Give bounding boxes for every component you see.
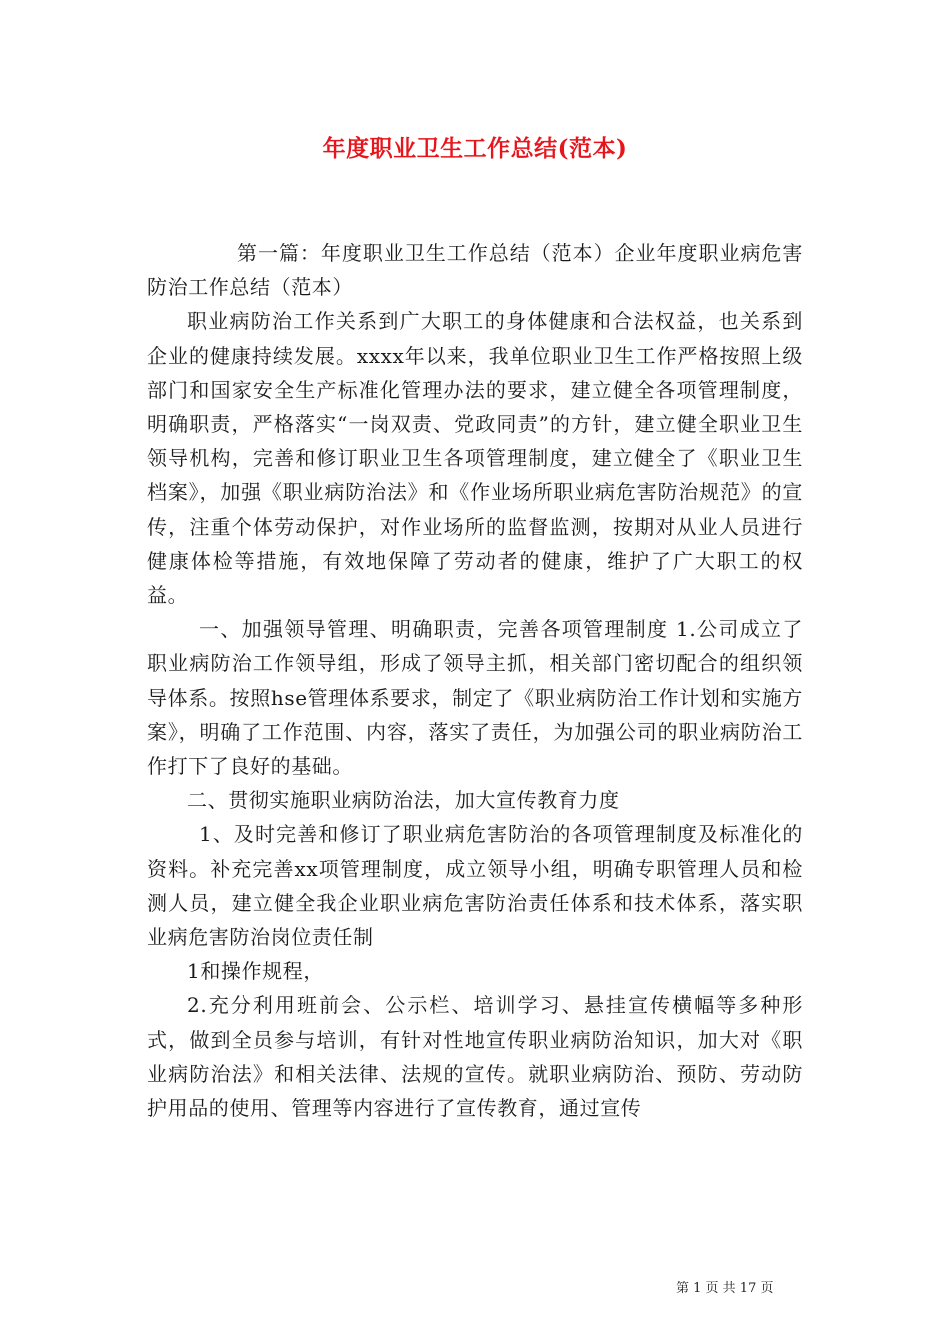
paragraph-4: 二、贯彻实施职业病防治法，加大宣传教育力度 <box>187 788 620 813</box>
paragraph-3: 一、加强领导管理、明确职责，完善各项管理制度 1.公司成立了职业病防治工作领导组，形成了领导主抓，相关部门密切配合的组织领导体系。按照hse管理体系要求，制定了《职业病防治工作计划和实施方案》，明确了工作范围、内容，落实了责任，为加强公司的职业病防治工作打下了良好的基础。 <box>147 617 803 779</box>
document-body <box>147 236 803 1125</box>
paragraph-5: 1、及时完善和修订了职业病危害防治的各项管理制度及标准化的资料。补充完善xx项管理制度，成立领导小组，明确专职管理人员和检测人员，建立健全我企业职业病危害防治责任体系和技术体系，落实职业病危害防治岗位责任制 <box>147 822 803 950</box>
page-number-footer: 第 1 页 共 17 页 <box>676 1281 774 1296</box>
paragraph-2: 职业病防治工作关系到广大职工的身体健康和合法权益，也关系到企业的健康持续发展。xxxx年以来，我单位职业卫生工作严格按照上级部门和国家安全生产标准化管理办法的要求，建立健全各项管理制度，明确职责，严格落实“一岗双责、党政同责”的方针，建立健全职业卫生领导机构，完善和修订职业卫生各项管理制度，建立健全了《职业卫生档案》，加强《职业病防治法》和《作业场所职业病危害防治规范》的宣传，注重个体劳动保护，对作业场所的监督监测，按期对从业人员进行健康体检等措施，有效地保障了劳动者的健康，维护了广大职工的权益。 <box>147 309 803 608</box>
document-title: 年度职业卫生工作总结(范本) <box>322 135 628 162</box>
paragraph-1: 第一篇：年度职业卫生工作总结（范本）企业年度职业病危害防治工作总结（范本） <box>147 241 803 300</box>
paragraph-6: 1和操作规程， <box>187 959 324 984</box>
paragraph-7: 2.充分利用班前会、公示栏、培训学习、悬挂宣传横幅等多种形式，做到全员参与培训，有针对性地宣传职业病防治知识，加大对《职业病防治法》和相关法律、法规的宣传。就职业病防治、预防、劳动防护用品的使用、管理等内容进行了宣传教育，通过宣传 <box>147 993 803 1121</box>
